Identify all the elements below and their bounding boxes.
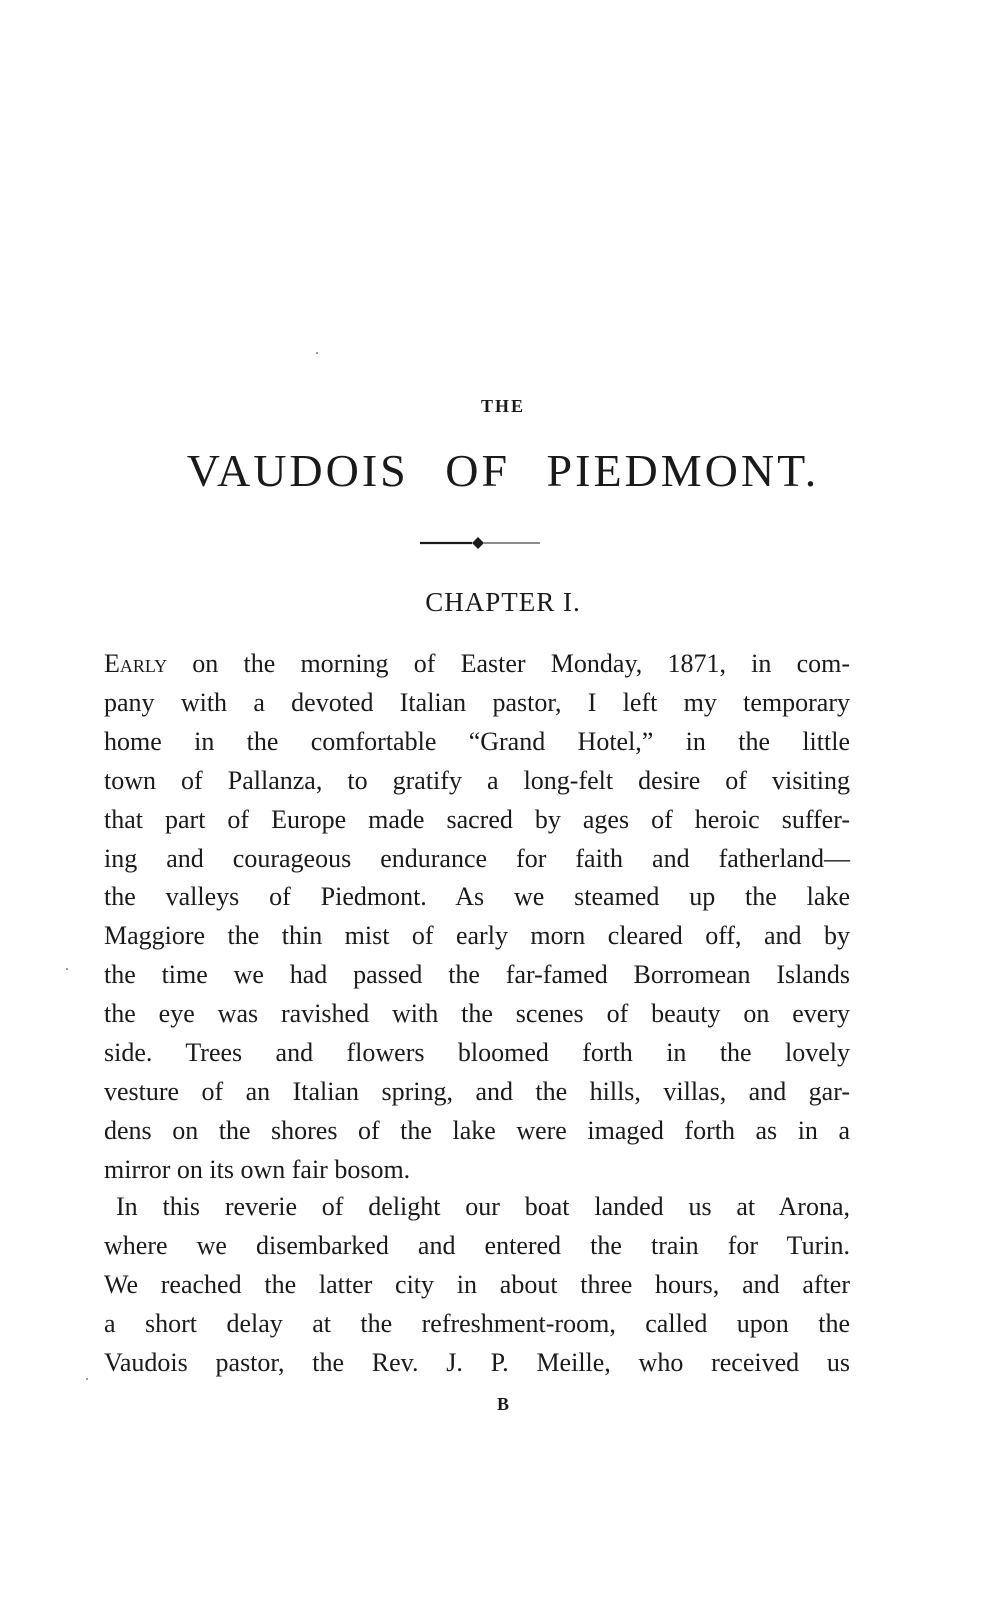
speck (316, 352, 318, 354)
text-line: We reached the latter city in about three hours, and after (104, 1269, 850, 1299)
chapter-heading: CHAPTER I. (425, 587, 581, 617)
paragraph-2 (104, 1188, 850, 1383)
text-line: In this reverie of delight our boat landed us at Arona, (116, 1192, 850, 1221)
signature-mark: B (496, 1394, 509, 1414)
ornament-divider-icon (420, 536, 540, 550)
page-title: VAUDOIS OF PIEDMONT. (186, 445, 820, 496)
text-line: the valleys of Piedmont. As we steamed up the lake (104, 882, 850, 912)
text-line: home in the comfortable “Grand Hotel,” in the little (104, 726, 850, 756)
paragraph-1 (104, 645, 850, 1190)
text-line: Maggiore the thin mist of early morn cleared off, and by (104, 921, 850, 951)
text-line: side. Trees and flowers bloomed forth in the lovely (104, 1038, 850, 1068)
text-line: pany with a devoted Italian pastor, I left my temporary (104, 687, 850, 717)
text-line: vesture of an Italian spring, and the hills, villas, and gar- (104, 1076, 850, 1106)
speck (66, 968, 68, 970)
text-line: dens on the shores of the lake were imaged forth as in a (104, 1115, 850, 1145)
text-line: the time we had passed the far-famed Borromean Islands (104, 960, 850, 990)
text-line: mirror on its own fair bosom. (104, 1154, 411, 1184)
text-line: the eye was ravished with the scenes of beauty on every (104, 999, 850, 1029)
speck (86, 1378, 88, 1380)
text-line: a short delay at the refreshment-room, called upon the (104, 1308, 850, 1338)
text-line: Vaudois pastor, the Rev. J. P. Meille, who received us (104, 1347, 850, 1377)
text-line: that part of Europe made sacred by ages of heroic suffer- (104, 804, 850, 834)
text-line: where we disembarked and entered the train for Turin. (104, 1230, 850, 1260)
text-line: ing and courageous endurance for faith and fatherland— (104, 843, 850, 873)
text-line: town of Pallanza, to gratify a long-felt desire of visiting (104, 765, 850, 795)
text-line: Early on the morning of Easter Monday, 1871, in com- (104, 649, 850, 678)
pre-title: THE (480, 396, 525, 416)
